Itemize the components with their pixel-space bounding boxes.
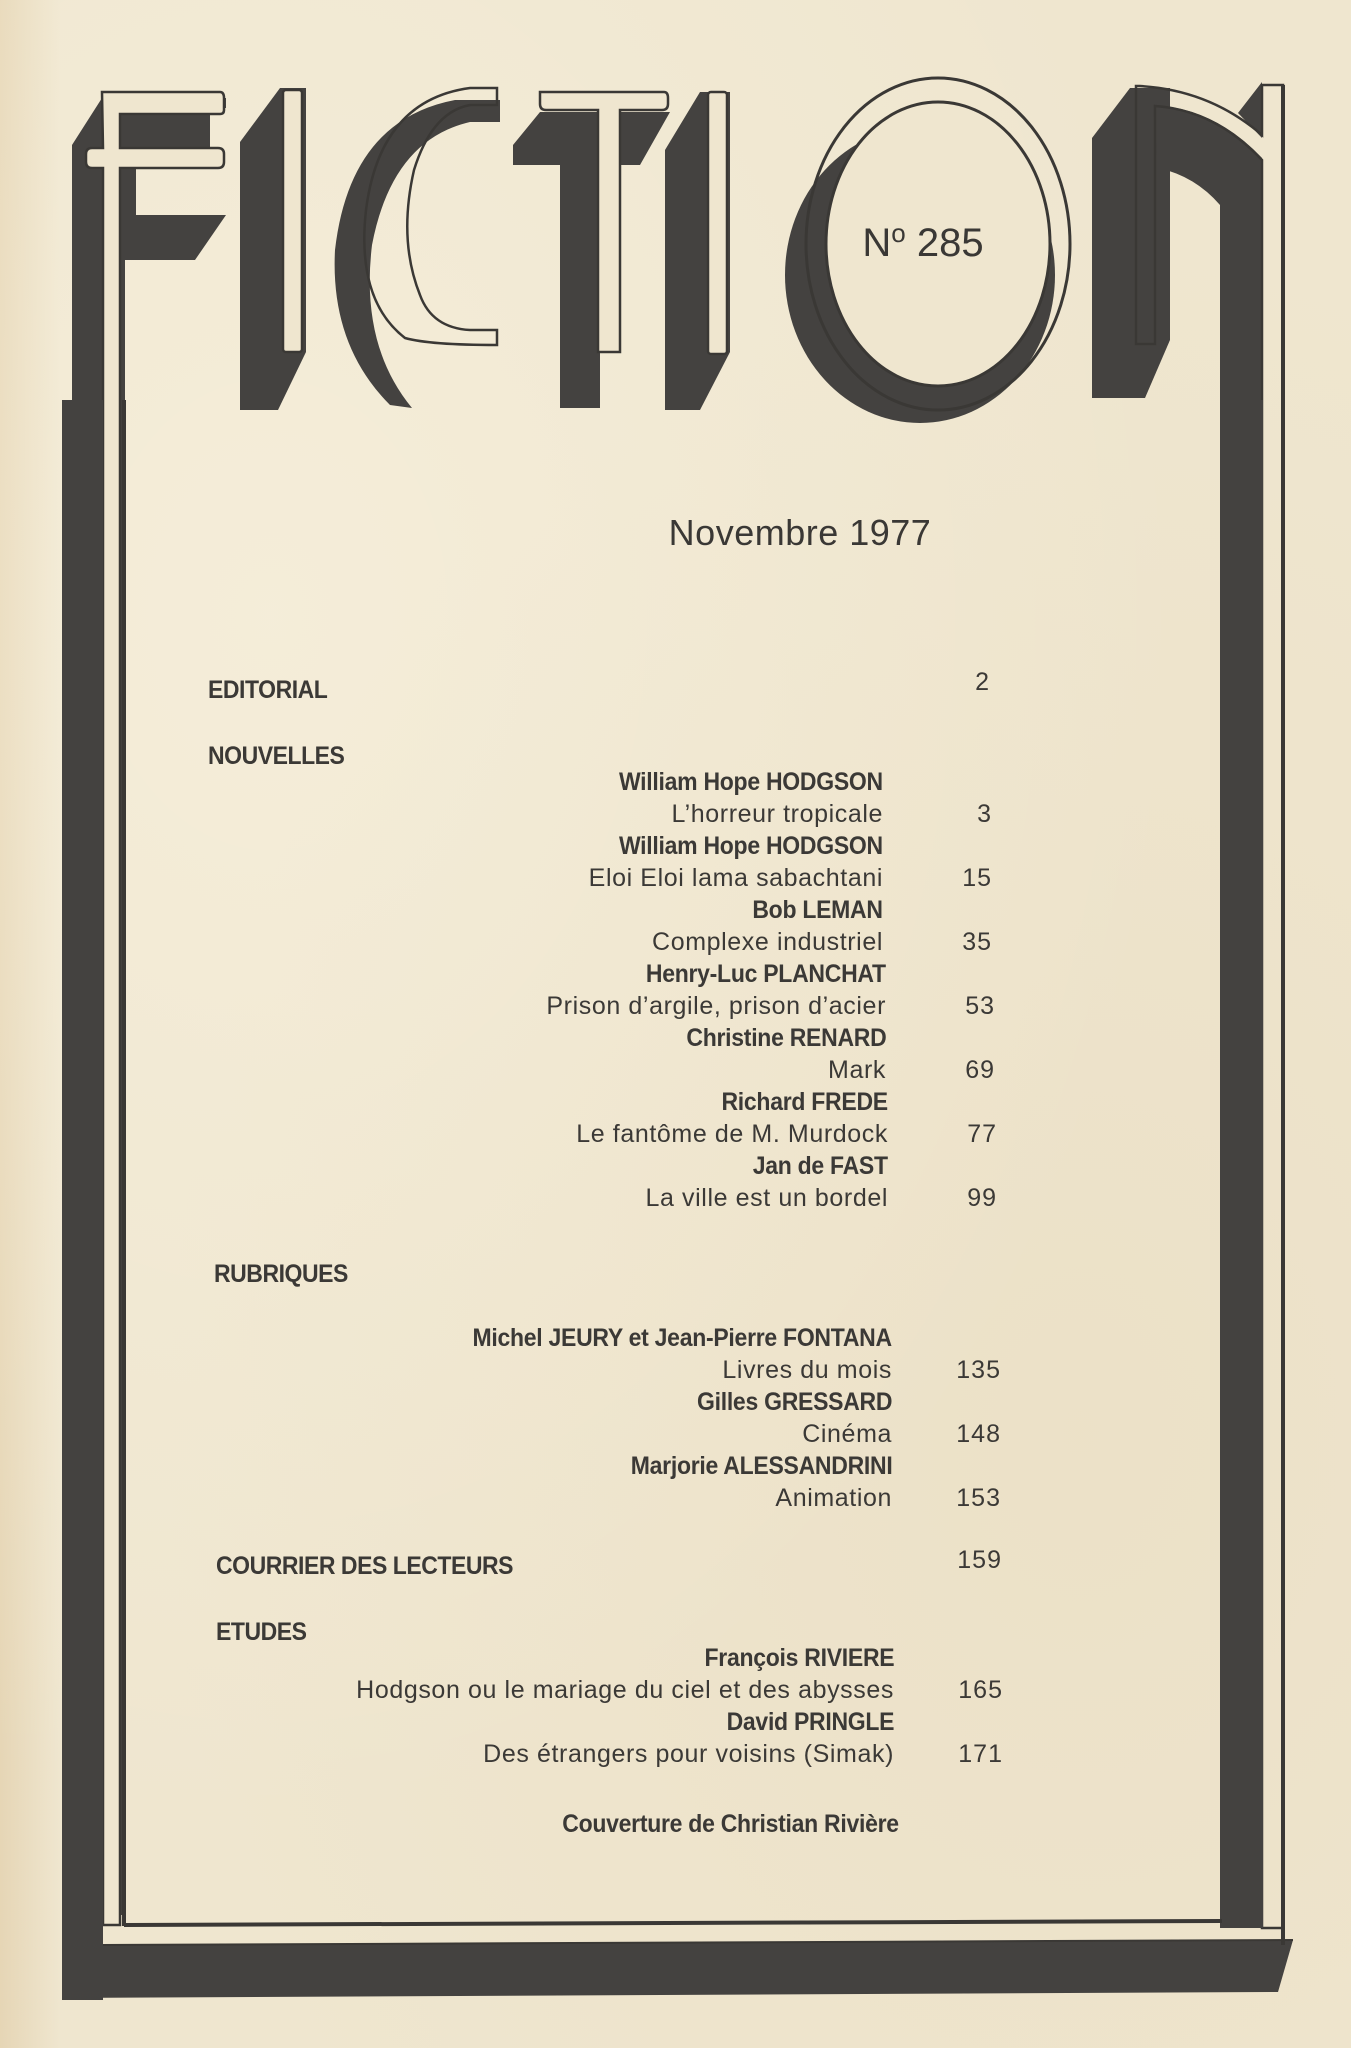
page-number: 153 bbox=[956, 1484, 1001, 1512]
section-rubriques: RUBRIQUES bbox=[214, 1260, 348, 1288]
author: Michel JEURY et Jean-Pierre FONTANA bbox=[472, 1324, 892, 1352]
page-number: 165 bbox=[958, 1676, 1003, 1704]
page-number: 69 bbox=[965, 1056, 995, 1084]
page-number: 35 bbox=[962, 928, 992, 956]
page-number: 77 bbox=[967, 1120, 997, 1148]
story-title: Le fantôme de M. Murdock bbox=[576, 1120, 888, 1148]
page-number: 53 bbox=[965, 992, 995, 1020]
author: Marjorie ALESSANDRINI bbox=[630, 1452, 892, 1480]
story-title: Prison d’argile, prison d’acier bbox=[546, 992, 886, 1020]
rubric-title: Livres du mois bbox=[722, 1356, 892, 1384]
author: Richard FREDE bbox=[721, 1088, 888, 1116]
page-number: 15 bbox=[962, 864, 992, 892]
rubric-title: Cinéma bbox=[802, 1420, 892, 1448]
study-title: Hodgson ou le mariage du ciel et des abysses bbox=[356, 1676, 894, 1704]
issue-number-value: 285 bbox=[916, 221, 984, 265]
story-title: Complexe industriel bbox=[652, 928, 883, 956]
story-title: Eloi Eloi lama sabachtani bbox=[588, 864, 883, 892]
section-nouvelles: NOUVELLES bbox=[208, 742, 345, 770]
study-title: Des étrangers pour voisins (Simak) bbox=[483, 1740, 894, 1768]
section-courrier: COURRIER DES LECTEURS bbox=[216, 1552, 514, 1580]
author: Jan de FAST bbox=[752, 1152, 888, 1180]
section-etudes: ETUDES bbox=[216, 1618, 307, 1646]
issue-date: Novembre 1977 bbox=[668, 512, 932, 553]
story-title: Mark bbox=[828, 1056, 886, 1084]
author: David PRINGLE bbox=[726, 1708, 894, 1736]
issue-superscript: o bbox=[891, 218, 906, 248]
story-title: L’horreur tropicale bbox=[671, 800, 883, 828]
author: Bob LEMAN bbox=[752, 896, 883, 924]
story-title: La ville est un bordel bbox=[645, 1184, 888, 1212]
page-number: 148 bbox=[956, 1420, 1001, 1448]
page-number: 99 bbox=[967, 1184, 997, 1212]
author: William Hope HODGSON bbox=[619, 832, 883, 860]
page-number: 3 bbox=[977, 800, 992, 828]
page-editorial: 2 bbox=[975, 668, 990, 696]
author: Gilles GRESSARD bbox=[696, 1388, 892, 1416]
cover-credit: Couverture de Christian Rivière bbox=[562, 1810, 899, 1838]
section-editorial: EDITORIAL bbox=[208, 676, 328, 704]
page-courrier: 159 bbox=[957, 1546, 1002, 1574]
page-number: 171 bbox=[958, 1740, 1003, 1768]
author: William Hope HODGSON bbox=[619, 768, 883, 796]
issue-prefix: N bbox=[862, 221, 892, 265]
author: Christine RENARD bbox=[685, 1024, 886, 1052]
rubric-title: Animation bbox=[775, 1484, 892, 1512]
author: Henry-Luc PLANCHAT bbox=[646, 960, 886, 988]
page-number: 135 bbox=[956, 1356, 1001, 1384]
author: François RIVIERE bbox=[704, 1644, 894, 1672]
